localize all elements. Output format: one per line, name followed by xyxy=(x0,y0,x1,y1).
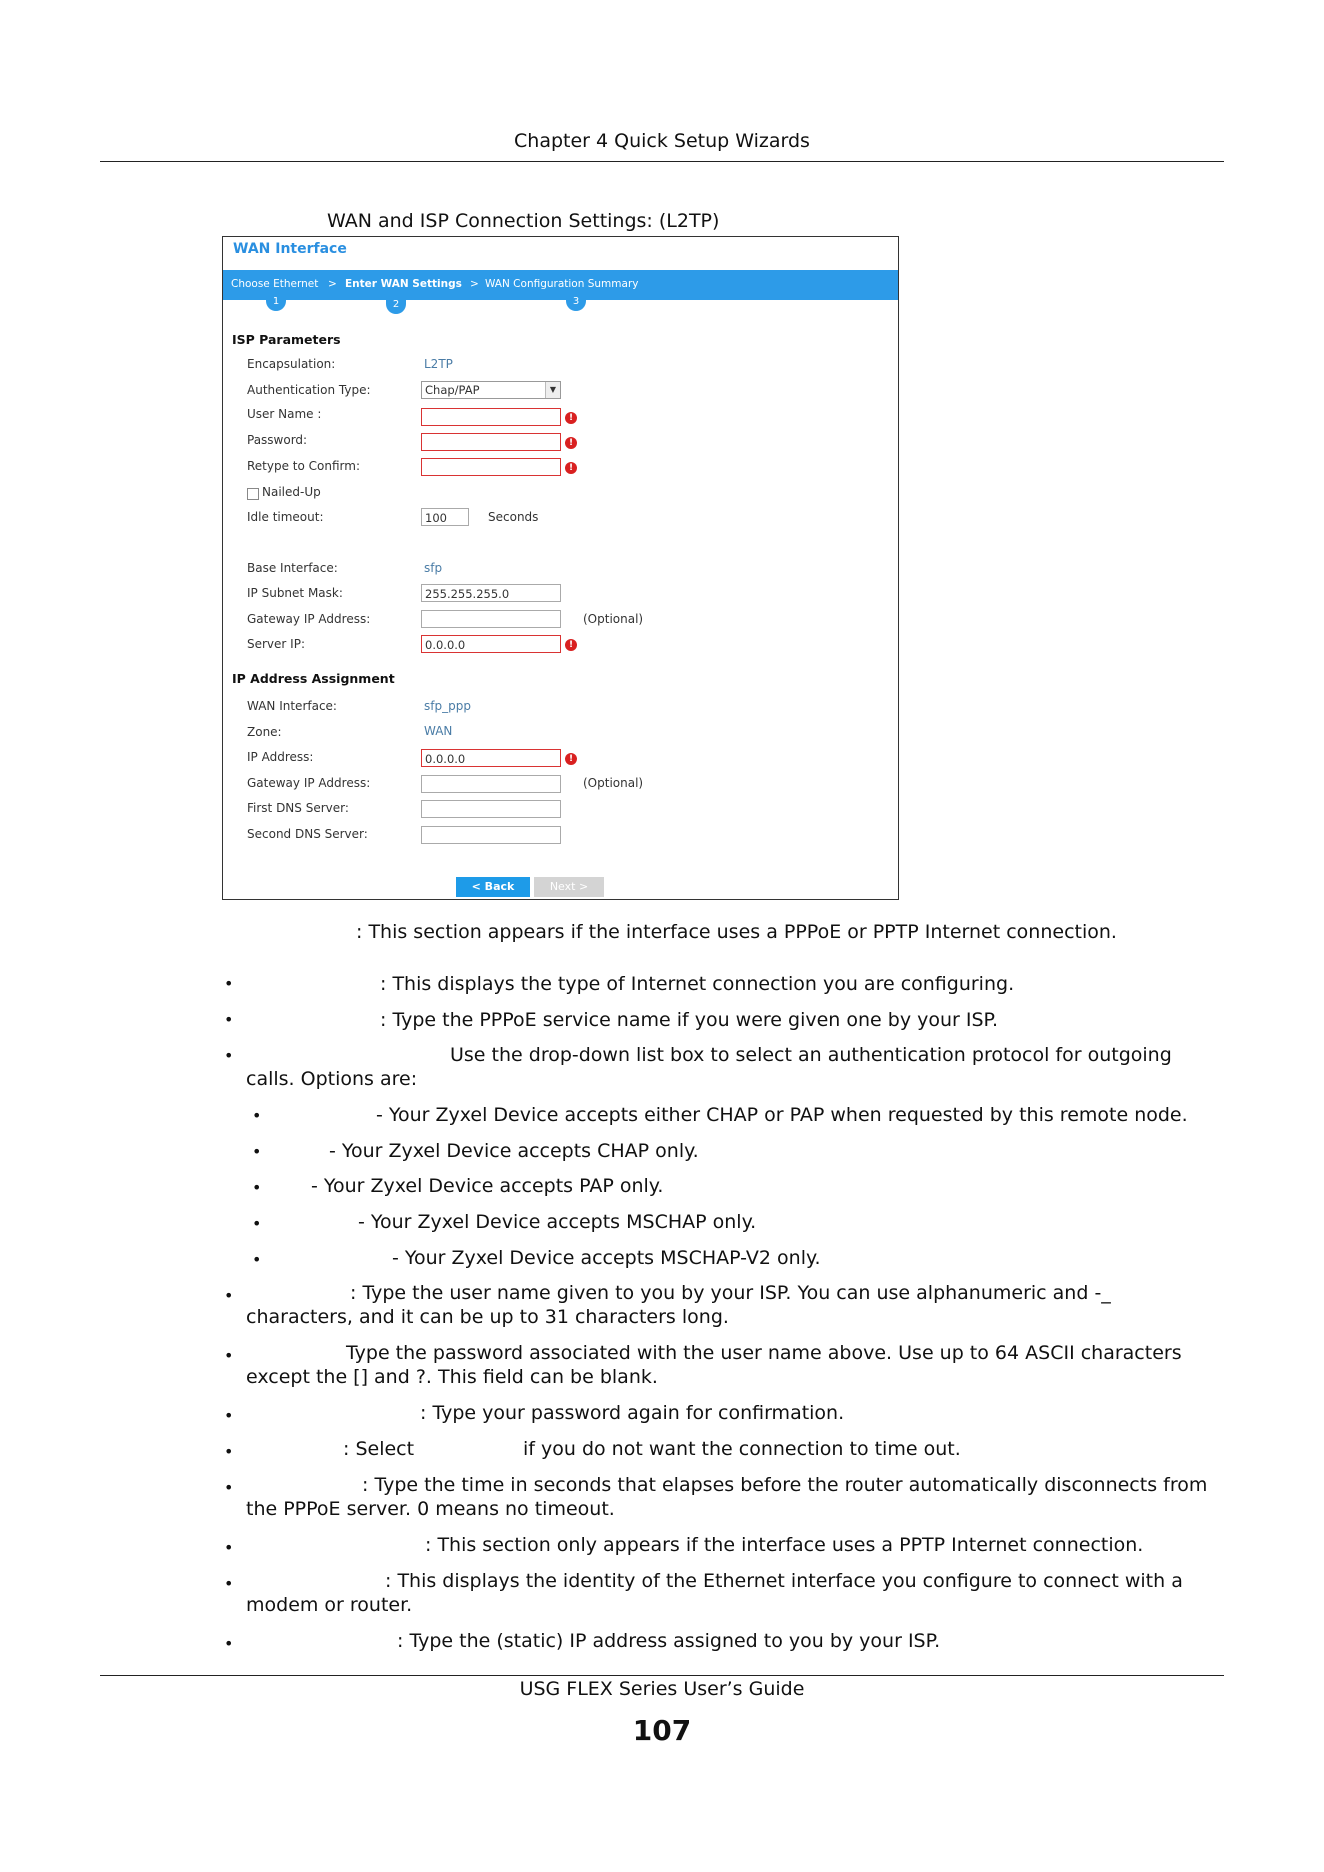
nailed-up-desc-cont: if you do not want the connection to time out. xyxy=(523,1438,961,1460)
gateway-ip-input[interactable] xyxy=(421,610,561,628)
bullet: • xyxy=(224,1478,234,1497)
ip-address-desc: : Type the (static) IP address assigned to you by your ISP. xyxy=(397,1630,941,1652)
ip-address-label: IP Address: xyxy=(247,750,314,764)
first-dns-input[interactable] xyxy=(421,800,561,818)
second-dns-input[interactable] xyxy=(421,826,561,844)
bullet: • xyxy=(224,1538,234,1557)
optional-note: (Optional) xyxy=(583,776,644,790)
auth-type-label: Authentication Type: xyxy=(247,383,371,397)
wan-interface-label: WAN Interface: xyxy=(247,699,337,713)
chevron-down-icon[interactable]: ▼ xyxy=(545,382,560,398)
wan-interface-screenshot xyxy=(222,236,899,900)
step-number-3: 3 xyxy=(566,295,586,311)
first-dns-label: First DNS Server: xyxy=(247,801,349,815)
idle-timeout-desc-cont: the PPPoE server. 0 means no timeout. xyxy=(246,1498,615,1520)
username-desc-cont: characters, and it can be up to 31 characters long. xyxy=(246,1306,729,1328)
bullet: • xyxy=(224,1346,234,1365)
bullet: • xyxy=(252,1214,262,1233)
error-icon: ! xyxy=(565,437,577,449)
bullet: • xyxy=(224,1634,234,1653)
isp-parameters-heading: ISP Parameters xyxy=(232,332,341,347)
ip-assignment-heading: IP Address Assignment xyxy=(232,671,395,686)
footer-rule xyxy=(100,1675,1224,1676)
option-chap: - Your Zyxel Device accepts CHAP only. xyxy=(329,1140,699,1162)
wizard-step-bar xyxy=(223,270,898,300)
username-desc: : Type the user name given to you by your ISP. You can use alphanumeric and -_ xyxy=(350,1282,1111,1304)
step-enter-wan-settings[interactable]: Enter WAN Settings xyxy=(345,278,462,290)
encapsulation-label: Encapsulation: xyxy=(247,357,336,371)
step-choose-ethernet[interactable]: Choose Ethernet xyxy=(231,278,319,290)
service-name-desc: : Type the PPPoE service name if you were given one by your ISP. xyxy=(380,1009,999,1031)
zone-label: Zone: xyxy=(247,725,282,739)
error-icon: ! xyxy=(565,412,577,424)
bullet: • xyxy=(224,1574,234,1593)
zone-value: WAN xyxy=(424,724,453,738)
bullet: • xyxy=(224,1046,234,1065)
step-wan-configuration-summary[interactable]: WAN Configuration Summary xyxy=(485,278,639,290)
auth-type-value: Chap/PAP xyxy=(425,383,480,397)
auth-type-desc-cont: calls. Options are: xyxy=(246,1068,418,1090)
step-number-1: 1 xyxy=(266,295,286,311)
bullet: • xyxy=(252,1142,262,1161)
bullet: • xyxy=(224,1010,234,1029)
header-rule xyxy=(100,161,1224,162)
password-label: Password: xyxy=(247,433,308,447)
ip-gateway-label: Gateway IP Address: xyxy=(247,776,371,790)
base-interface-value: sfp xyxy=(424,561,443,575)
subnet-mask-input[interactable]: 255.255.255.0 xyxy=(421,584,561,602)
base-interface-label: Base Interface: xyxy=(247,561,338,575)
ip-gateway-input[interactable] xyxy=(421,775,561,793)
ip-address-input[interactable]: 0.0.0.0 xyxy=(421,749,561,767)
option-chap-pap: - Your Zyxel Device accepts either CHAP or PAP when requested by this remote node. xyxy=(376,1104,1188,1126)
error-icon: ! xyxy=(565,639,577,651)
username-label: User Name : xyxy=(247,407,322,421)
bullet: • xyxy=(224,1406,234,1425)
idle-timeout-label: Idle timeout: xyxy=(247,510,324,524)
step-separator: > xyxy=(328,278,337,290)
auth-type-desc: Use the drop-down list box to select an authentication protocol for outgoing xyxy=(450,1044,1172,1066)
nailed-up-checkbox[interactable] xyxy=(247,488,259,500)
error-icon: ! xyxy=(565,753,577,765)
idle-timeout-unit: Seconds xyxy=(488,510,539,524)
server-ip-input[interactable]: 0.0.0.0 xyxy=(421,635,561,653)
encapsulation-value: L2TP xyxy=(424,357,453,371)
option-mschap: - Your Zyxel Device accepts MSCHAP only. xyxy=(358,1211,757,1233)
nailed-up-label: Nailed-Up xyxy=(262,485,321,499)
step-separator: > xyxy=(470,278,479,290)
password-desc: Type the password associated with the user name above. Use up to 64 ASCII characters xyxy=(346,1342,1182,1364)
bullet: • xyxy=(224,1286,234,1305)
nailed-up-desc: : Select xyxy=(343,1438,415,1460)
bullet: • xyxy=(224,974,234,993)
gateway-ip-label: Gateway IP Address: xyxy=(247,612,371,626)
wan-interface-value: sfp_ppp xyxy=(424,699,471,713)
optional-note: (Optional) xyxy=(583,612,644,626)
password-input[interactable] xyxy=(421,433,561,451)
option-mschap-v2: - Your Zyxel Device accepts MSCHAP-V2 only. xyxy=(392,1247,821,1269)
password-desc-cont: except the [] and ?. This field can be blank. xyxy=(246,1366,658,1388)
username-input[interactable] xyxy=(421,408,561,426)
footer-guide-title: USG FLEX Series User’s Guide xyxy=(519,1678,805,1700)
retype-desc: : Type your password again for confirmation. xyxy=(420,1402,845,1424)
figure-caption: WAN and ISP Connection Settings: (L2TP) xyxy=(327,210,720,232)
option-pap: - Your Zyxel Device accepts PAP only. xyxy=(311,1175,664,1197)
page-number: 107 xyxy=(632,1714,692,1747)
idle-timeout-desc: : Type the time in seconds that elapses before the router automatically disconnects from xyxy=(362,1474,1208,1496)
back-button[interactable]: < Back xyxy=(456,877,530,897)
retype-password-input[interactable] xyxy=(421,458,561,476)
panel-title: WAN Interface xyxy=(233,241,347,257)
isp-parameters-intro: : This section appears if the interface uses a PPPoE or PPTP Internet connection. xyxy=(356,921,1117,943)
pptp-section-desc: : This section only appears if the interface uses a PPTP Internet connection. xyxy=(425,1534,1144,1556)
base-interface-desc: : This displays the identity of the Ethernet interface you configure to connect with a xyxy=(385,1570,1183,1592)
subnet-mask-label: IP Subnet Mask: xyxy=(247,586,343,600)
step-number-2: 2 xyxy=(386,298,406,314)
chapter-header: Chapter 4 Quick Setup Wizards xyxy=(514,130,810,152)
auth-type-select[interactable] xyxy=(421,381,561,399)
second-dns-label: Second DNS Server: xyxy=(247,827,368,841)
error-icon: ! xyxy=(565,462,577,474)
bullet: • xyxy=(252,1178,262,1197)
idle-timeout-input[interactable]: 100 xyxy=(421,508,469,526)
bullet: • xyxy=(252,1106,262,1125)
next-button[interactable]: Next > xyxy=(534,877,604,897)
bullet: • xyxy=(252,1250,262,1269)
bullet: • xyxy=(224,1442,234,1461)
server-ip-label: Server IP: xyxy=(247,637,305,651)
base-interface-desc-cont: modem or router. xyxy=(246,1594,413,1616)
retype-label: Retype to Confirm: xyxy=(247,459,361,473)
encapsulation-desc: : This displays the type of Internet connection you are configuring. xyxy=(380,973,1015,995)
